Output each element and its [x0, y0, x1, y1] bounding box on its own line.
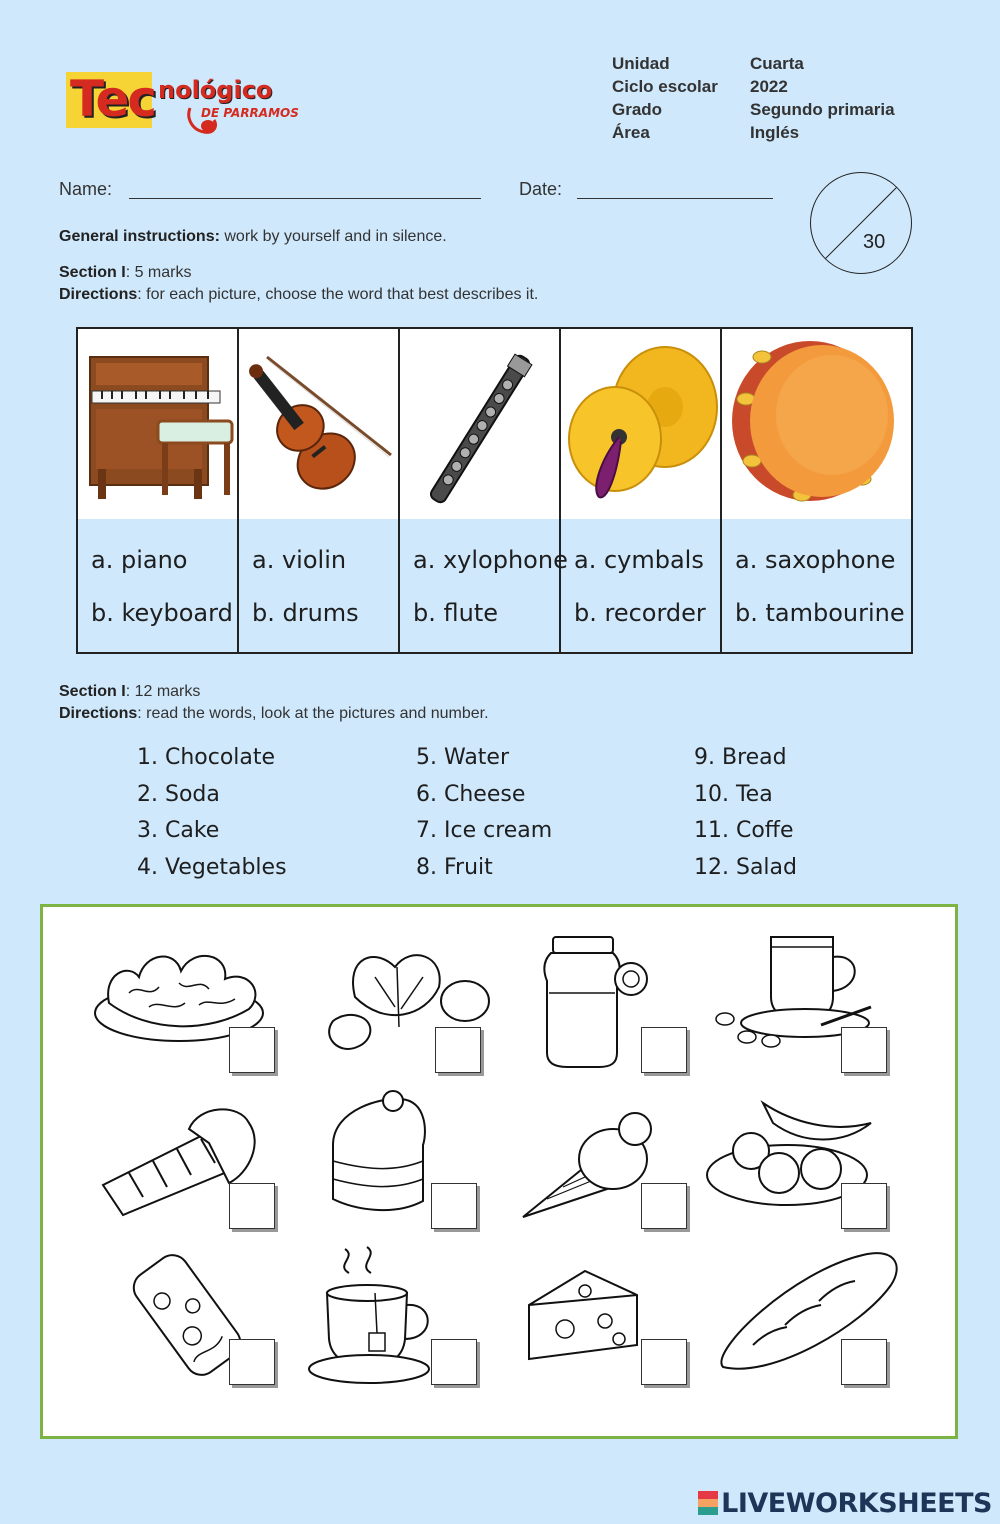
cheese-picture [525, 1265, 645, 1365]
info-value: Cuarta [750, 54, 804, 73]
score-circle [810, 172, 912, 274]
option-a[interactable]: a. piano [91, 546, 188, 574]
cake-picture [323, 1089, 443, 1229]
name-label: Name: [59, 179, 113, 199]
option-b[interactable]: b. tambourine [735, 599, 905, 627]
answer-box-tea[interactable] [431, 1339, 477, 1385]
flute-picture [400, 329, 559, 519]
logo-text-parramos: DE PARRAMOS [201, 106, 299, 120]
water-picture [537, 931, 657, 1071]
word-item: 2. Soda [137, 781, 220, 807]
answer-box-chocolate[interactable] [229, 1183, 275, 1229]
instrument-cell [722, 329, 911, 654]
general-instructions-label: General instructions: [59, 228, 220, 245]
instrument-picture [239, 329, 398, 519]
instrument-cell [400, 329, 568, 654]
info-row [612, 121, 895, 144]
piano-picture [78, 329, 237, 519]
option-b[interactable]: b. recorder [574, 599, 706, 627]
tea-picture [305, 1243, 445, 1393]
section2-directions-text: : read the words, look at the pictures and number. [137, 705, 489, 722]
option-b[interactable]: b. drums [252, 599, 359, 627]
word-item: 12. Salad [694, 854, 797, 880]
word-list-col2 [416, 740, 552, 886]
answer-box-salad[interactable] [229, 1027, 275, 1073]
word-item: 5. Water [416, 745, 510, 770]
school-logo [66, 62, 311, 142]
option-b[interactable]: b. keyboard [91, 599, 233, 627]
brand-text: LIVEWORKSHEETS [721, 1488, 992, 1519]
general-instructions [59, 228, 447, 246]
score-total: 30 [863, 231, 886, 253]
liveworksheets-logo-icon [698, 1491, 718, 1515]
option-a[interactable]: a. cymbals [574, 546, 704, 574]
answer-box-ice-cream[interactable] [641, 1183, 687, 1229]
info-row [612, 52, 895, 75]
date-label: Date: [519, 179, 563, 199]
logo-text-tec: Tec [70, 70, 156, 128]
section1-directions-text: : for each picture, choose the word that best describes it. [137, 286, 539, 303]
logo-text-nologico: nológico [158, 76, 273, 104]
answer-box-coffee[interactable] [841, 1027, 887, 1073]
logo-mouse-icon [184, 104, 224, 138]
score-slash [811, 173, 911, 273]
liveworksheets-brand[interactable] [698, 1488, 992, 1519]
instrument-cell [561, 329, 722, 654]
info-value: 2022 [750, 77, 788, 96]
section2-directions-label: Directions [59, 705, 138, 722]
section1-directions [59, 286, 538, 304]
exam-info [612, 52, 895, 144]
name-field[interactable] [129, 198, 481, 199]
answer-box-bread[interactable] [841, 1339, 887, 1385]
word-item: 6. Cheese [416, 781, 526, 807]
instrument-picture [561, 329, 720, 519]
option-a[interactable]: a. xylophone [413, 546, 568, 574]
violin-picture [239, 329, 398, 519]
instrument-table [76, 327, 913, 654]
answer-box-vegetables[interactable] [435, 1027, 481, 1073]
word-item: 8. Fruit [416, 854, 493, 880]
word-item: 10. Tea [694, 781, 773, 807]
answer-box-cheese[interactable] [641, 1339, 687, 1385]
section1-marks: : 5 marks [125, 264, 192, 281]
section1-directions-label: Directions [59, 286, 138, 303]
word-item: 11. Coffe [694, 818, 794, 843]
word-item: 9. Bread [694, 745, 787, 770]
instrument-cell [239, 329, 400, 654]
info-row [612, 75, 895, 98]
info-value: Inglés [750, 123, 800, 142]
instrument-cell [78, 329, 239, 654]
answer-box-fruit[interactable] [841, 1183, 887, 1229]
answer-box-soda[interactable] [229, 1339, 275, 1385]
section2-directions [59, 705, 489, 723]
section2-marks: : 12 marks [125, 683, 201, 700]
section2-title [59, 683, 200, 701]
tambourine-picture [722, 329, 911, 519]
section2-label: Section I [59, 683, 126, 700]
info-row [612, 98, 895, 121]
option-a[interactable]: a. saxophone [735, 546, 896, 574]
info-key: Ciclo escolar [612, 77, 718, 96]
cymbals-picture [561, 329, 720, 519]
word-item: 3. Cake [137, 818, 220, 843]
word-item: 7. Ice cream [416, 818, 553, 843]
info-key: Área [612, 123, 650, 142]
section1-title [59, 264, 191, 282]
word-item: 4. Vegetables [137, 854, 287, 880]
food-picture-box [40, 904, 958, 1439]
word-list-col1 [137, 740, 287, 886]
general-instructions-text: work by yourself and in silence. [219, 228, 447, 245]
instrument-picture [722, 329, 911, 519]
word-item: 1. Chocolate [137, 745, 276, 770]
info-key: Grado [612, 100, 663, 119]
answer-box-water[interactable] [641, 1027, 687, 1073]
option-b[interactable]: b. flute [413, 599, 498, 627]
instrument-picture [78, 329, 237, 519]
word-list-col3 [694, 740, 797, 886]
instrument-picture [400, 329, 559, 519]
date-field[interactable] [577, 198, 773, 199]
answer-box-cake[interactable] [431, 1183, 477, 1229]
info-key: Unidad [612, 54, 670, 73]
info-value: Segundo primaria [750, 100, 895, 119]
option-a[interactable]: a. violin [252, 546, 347, 574]
section1-label: Section I [59, 264, 126, 281]
